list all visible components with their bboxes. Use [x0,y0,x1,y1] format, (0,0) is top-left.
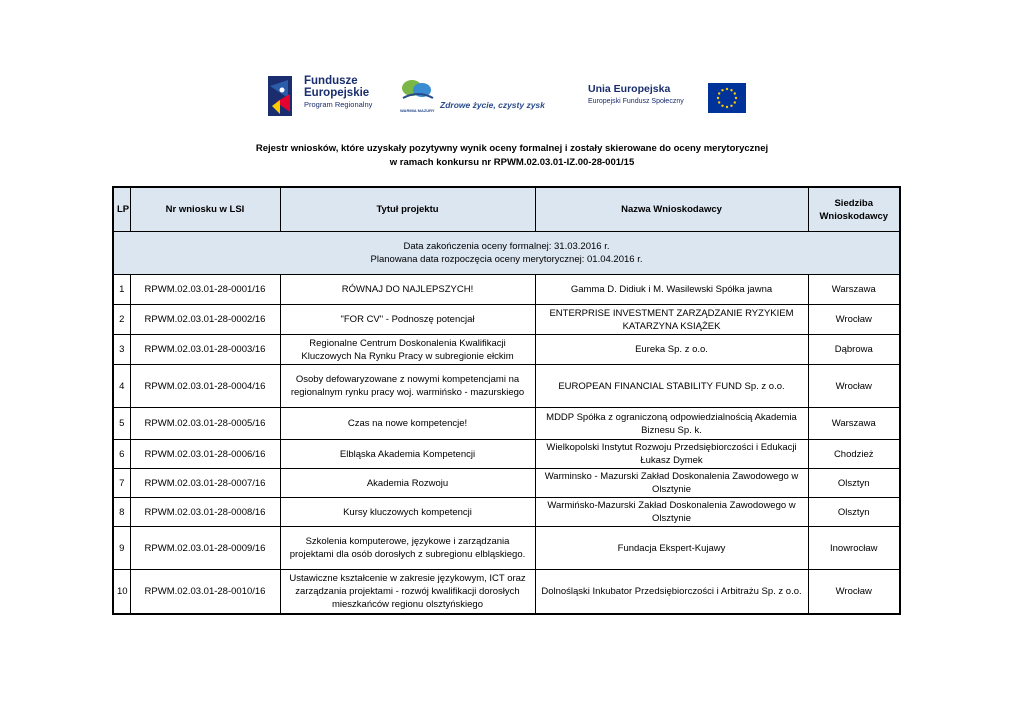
table-row [113,570,900,615]
cell-city: Wrocław [808,365,900,408]
ue-line2: Europejski Fundusz Społeczny [588,97,684,105]
fundusze-line2: Europejskie [304,86,370,99]
column-header-applicant: Nazwa Wnioskodawcy [535,187,808,232]
table-row [113,305,900,335]
cell-title: Akademia Rozwoju [280,469,535,498]
fundusze-line1: Fundusze [304,75,358,87]
column-header-title: Tytuł projektu [280,187,535,232]
cell-title: Kursy kluczowych kompetencji [280,498,535,527]
title-line1: Rejestr wniosków, które uzyskały pozytywny wynik oceny formalnej i zostały skierowane do oceny merytorycznej [255,143,769,154]
cell-title: "FOR CV" - Podnoszę potencjał [280,305,535,335]
warmia-badge-text: WARMIA MAZURY [400,108,435,113]
cell-nr: RPWM.02.03.01-28-0005/16 [130,408,280,440]
cell-applicant: Gamma D. Didiuk i M. Wasilewski Spółka jawna [535,275,808,305]
cell-city: Wrocław [808,305,900,335]
cell-nr: RPWM.02.03.01-28-0004/16 [130,365,280,408]
cell-city: Inowrocław [808,527,900,570]
cell-applicant: Dolnośląski Inkubator Przedsiębiorczości i Arbitrażu Sp. z o.o. [535,570,808,615]
table-row [113,498,900,527]
cell-applicant: MDDP Spółka z ograniczoną odpowiedzialnością Akademia Biznesu Sp. k. [535,408,808,440]
cell-city: Olsztyn [808,498,900,527]
cell-title: Ustawiczne kształcenie w zakresie językowym, ICT oraz zarządzania projektami - rozwój kwalifikacji dorosłych mieszkańców regionu olsztyńskiego [280,570,535,615]
cell-applicant: Fundacja Ekspert-Kujawy [535,527,808,570]
cell-city: Dąbrowa [808,335,900,365]
cell-nr: RPWM.02.03.01-28-0006/16 [130,440,280,469]
cell-nr: RPWM.02.03.01-28-0002/16 [130,305,280,335]
column-header-lp: LP [113,187,130,232]
cell-applicant: Eureka Sp. z o.o. [535,335,808,365]
cell-applicant: ENTERPRISE INVESTMENT ZARZĄDZANIE RYZYKIEM KATARZYNA KSIĄŻEK [535,305,808,335]
cell-lp: 10 [113,570,130,615]
cell-title: RÓWNAJ DO NAJLEPSZYCH! [280,275,535,305]
dates-info-cell [113,232,900,275]
cell-applicant: Wielkopolski Instytut Rozwoju Przedsiębiorczości i Edukacji Łukasz Dymek [535,440,808,469]
fundusze-europejskie-logo [268,76,378,118]
cell-lp: 4 [113,365,130,408]
cell-title: Czas na nowe kompetencje! [280,408,535,440]
cell-nr: RPWM.02.03.01-28-0008/16 [130,498,280,527]
table-row [113,365,900,408]
ue-line1: Unia Europejska [588,83,671,95]
fundusze-line3: Program Regionalny [304,100,373,109]
cell-title: Elbląska Akademia Kompetencji [280,440,535,469]
cell-lp: 6 [113,440,130,469]
table-header-row [113,187,900,232]
cell-nr: RPWM.02.03.01-28-0001/16 [130,275,280,305]
cell-lp: 1 [113,275,130,305]
warmia-slogan: Zdrowe życie, czysty zysk [440,100,545,110]
warmia-mazury-emblem [400,78,436,108]
cell-nr: RPWM.02.03.01-28-0003/16 [130,335,280,365]
info-start-date: Planowana data rozpoczęcia oceny merytorycznej: 01.04.2016 r. [370,254,643,265]
cell-city: Chodzież [808,440,900,469]
cell-lp: 9 [113,527,130,570]
table-row [113,440,900,469]
cell-lp: 7 [113,469,130,498]
applications-register-table [112,186,901,615]
table-row [113,408,900,440]
fundusze-europejskie-emblem [268,76,300,118]
title-line2: w ramach konkursu nr RPWM.02.03.01-IZ.00-28-001/15 [389,157,635,168]
cell-title: Osoby defowaryzowane z nowymi kompetencjami na regionalnym rynku pracy woj. warmińsko - mazurskiego [280,365,535,408]
column-header-city: Siedziba Wnioskodawcy [808,187,900,232]
warmia-mazury-logo [400,78,570,118]
table-row [113,275,900,305]
cell-title: Szkolenia komputerowe, językowe i zarządzania projektami dla osób dorosłych z subregionu elbląskiego. [280,527,535,570]
document-title [0,142,1024,170]
cell-lp: 5 [113,408,130,440]
unia-europejska-logo [588,80,748,114]
cell-nr: RPWM.02.03.01-28-0007/16 [130,469,280,498]
eu-flag-icon [708,83,746,113]
cell-city: Warszawa [808,275,900,305]
cell-nr: RPWM.02.03.01-28-0010/16 [130,570,280,615]
table-row [113,469,900,498]
cell-lp: 8 [113,498,130,527]
cell-applicant: Warmińsko-Mazurski Zakład Doskonalenia Zawodowego w Olsztynie [535,498,808,527]
cell-lp: 2 [113,305,130,335]
cell-city: Olsztyn [808,469,900,498]
cell-applicant: EUROPEAN FINANCIAL STABILITY FUND Sp. z o.o. [535,365,808,408]
cell-city: Warszawa [808,408,900,440]
cell-city: Wrocław [808,570,900,615]
table-row [113,335,900,365]
cell-applicant: Warminsko - Mazurski Zakład Doskonalenia Zawodowego w Olsztynie [535,469,808,498]
dates-info-row [113,232,900,275]
info-end-date: Data zakończenia oceny formalnej: 31.03.2016 r. [403,241,610,252]
cell-title: Regionalne Centrum Doskonalenia Kwalifikacji Kluczowych Na Rynku Pracy w subregionie ełckim [280,335,535,365]
logo-bar [0,72,1024,122]
table-row [113,527,900,570]
cell-nr: RPWM.02.03.01-28-0009/16 [130,527,280,570]
cell-lp: 3 [113,335,130,365]
column-header-nr: Nr wniosku w LSI [130,187,280,232]
